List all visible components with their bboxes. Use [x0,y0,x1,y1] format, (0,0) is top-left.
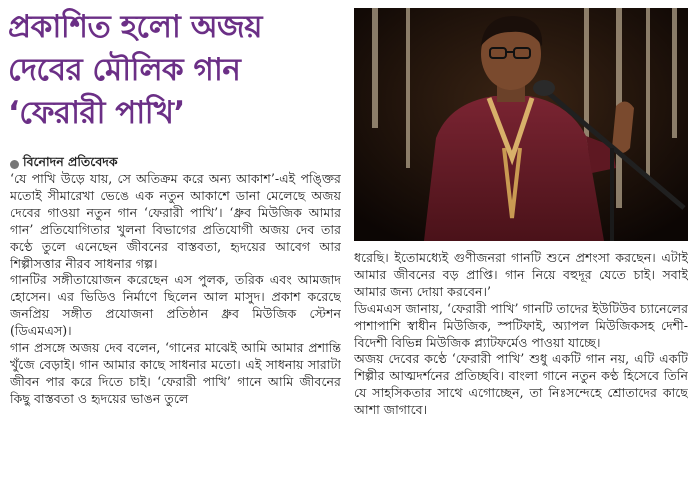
headline-line-2: দেবের মৌলিক গান [8,52,241,88]
paragraph: ডিএমএস জানায়, ‘ফেরারী পাখি’ গানটি তাদের ইউটিউব চ্যানেলের পাশাপাশি স্বাধীন মিউজিক, স্পটিফাই, অ্যাপল মিউজিকসহ দেশী-বিদেশী বিভিন্ন মিউজিক প্ল্যাটফর্মেও পাওয়া যাচ্ছে। [354,300,688,350]
article-column-right [354,250,688,475]
paragraph: গানটির সঙ্গীতায়োজন করেছেন এস পুলক, তরিক এবং আমজাদ হোসেন। এর ভিডিও নির্মাণে ছিলেন আল মাসুদ। প্রকাশ করেছে জনপ্রিয় সঙ্গীত প্রযোজনা প্রতিষ্ঠান ধ্রুব মিউজিক স্টেশন (ডিএমএস)। [10,272,341,339]
paragraph: গান প্রসঙ্গে অজয় দেব বলেন, ‘গানের মাঝেই আমি আমার প্রশান্তি খুঁজে বেড়াই। গান আমার কাছে সাধনার মতো। এই সাধনায় সারাটা জীবন পার করে দিতে চাই। ‘ফেরারী পাখি’ গানে আমি জীবনের কিছু বাস্তবতা ও হৃদয়ের ভাঙন তুলে [10,340,341,406]
singer-photo [354,8,688,241]
headline-line-1: প্রকাশিত হলো অজয় [8,9,263,45]
article-column-left [10,171,341,477]
headline-line-3: ‘ফেরারী পাখি’ [8,95,185,131]
byline-text: বিনোদন প্রতিবেদক [23,154,118,169]
paragraph: ‘যে পাখি উড়ে যায়, সে অতিক্রম করে অন্য আকাশ’-এই পঙ্ক্তির মতোই সীমারেখা ভেঙে এক নতুন আকাশে ডানা মেলেছে অজয় দেবের গাওয়া নতুন গান ‘ফেরারী পাখি’। ‘ধ্রুব মিউজিক আমার গান’ প্রতিযোগিতার খুলনা বিভাগের প্রতিযোগী অজয় দেব তার কণ্ঠে তুলে এনেছেন জীবনের বাস্তবতা, হৃদয়ের আবেগ আর শিল্পীসত্তার নীরব সাধনার গল্প। [10,171,341,271]
paragraph: ধরেছি। ইতোমধ্যেই গুণীজনরা গানটি শুনে প্রশংসা করছেন। এটাই আমার জীবনের বড় প্রাপ্তি। গান নিয়ে বহুদূর যেতে চাই। সবাই আমার জন্য দোয়া করবেন।’ [354,250,688,299]
headline [8,6,343,135]
singer-photo-illustration [354,8,688,241]
bullet-icon [10,160,19,169]
paragraph: অজয় দেবের কণ্ঠে ‘ফেরারী পাখি’ শুধু একটি গান নয়, এটি একটি শিল্পীর আত্মদর্শনের প্রতিচ্ছবি। বাংলা গানে নতুন কণ্ঠ হিসেবে তিনি যে সাহসিকতার সাথে এগোচ্ছেন, তা নিঃসন্দেহে শ্রোতাদের কাছে আশা জাগাবে। [354,351,688,418]
